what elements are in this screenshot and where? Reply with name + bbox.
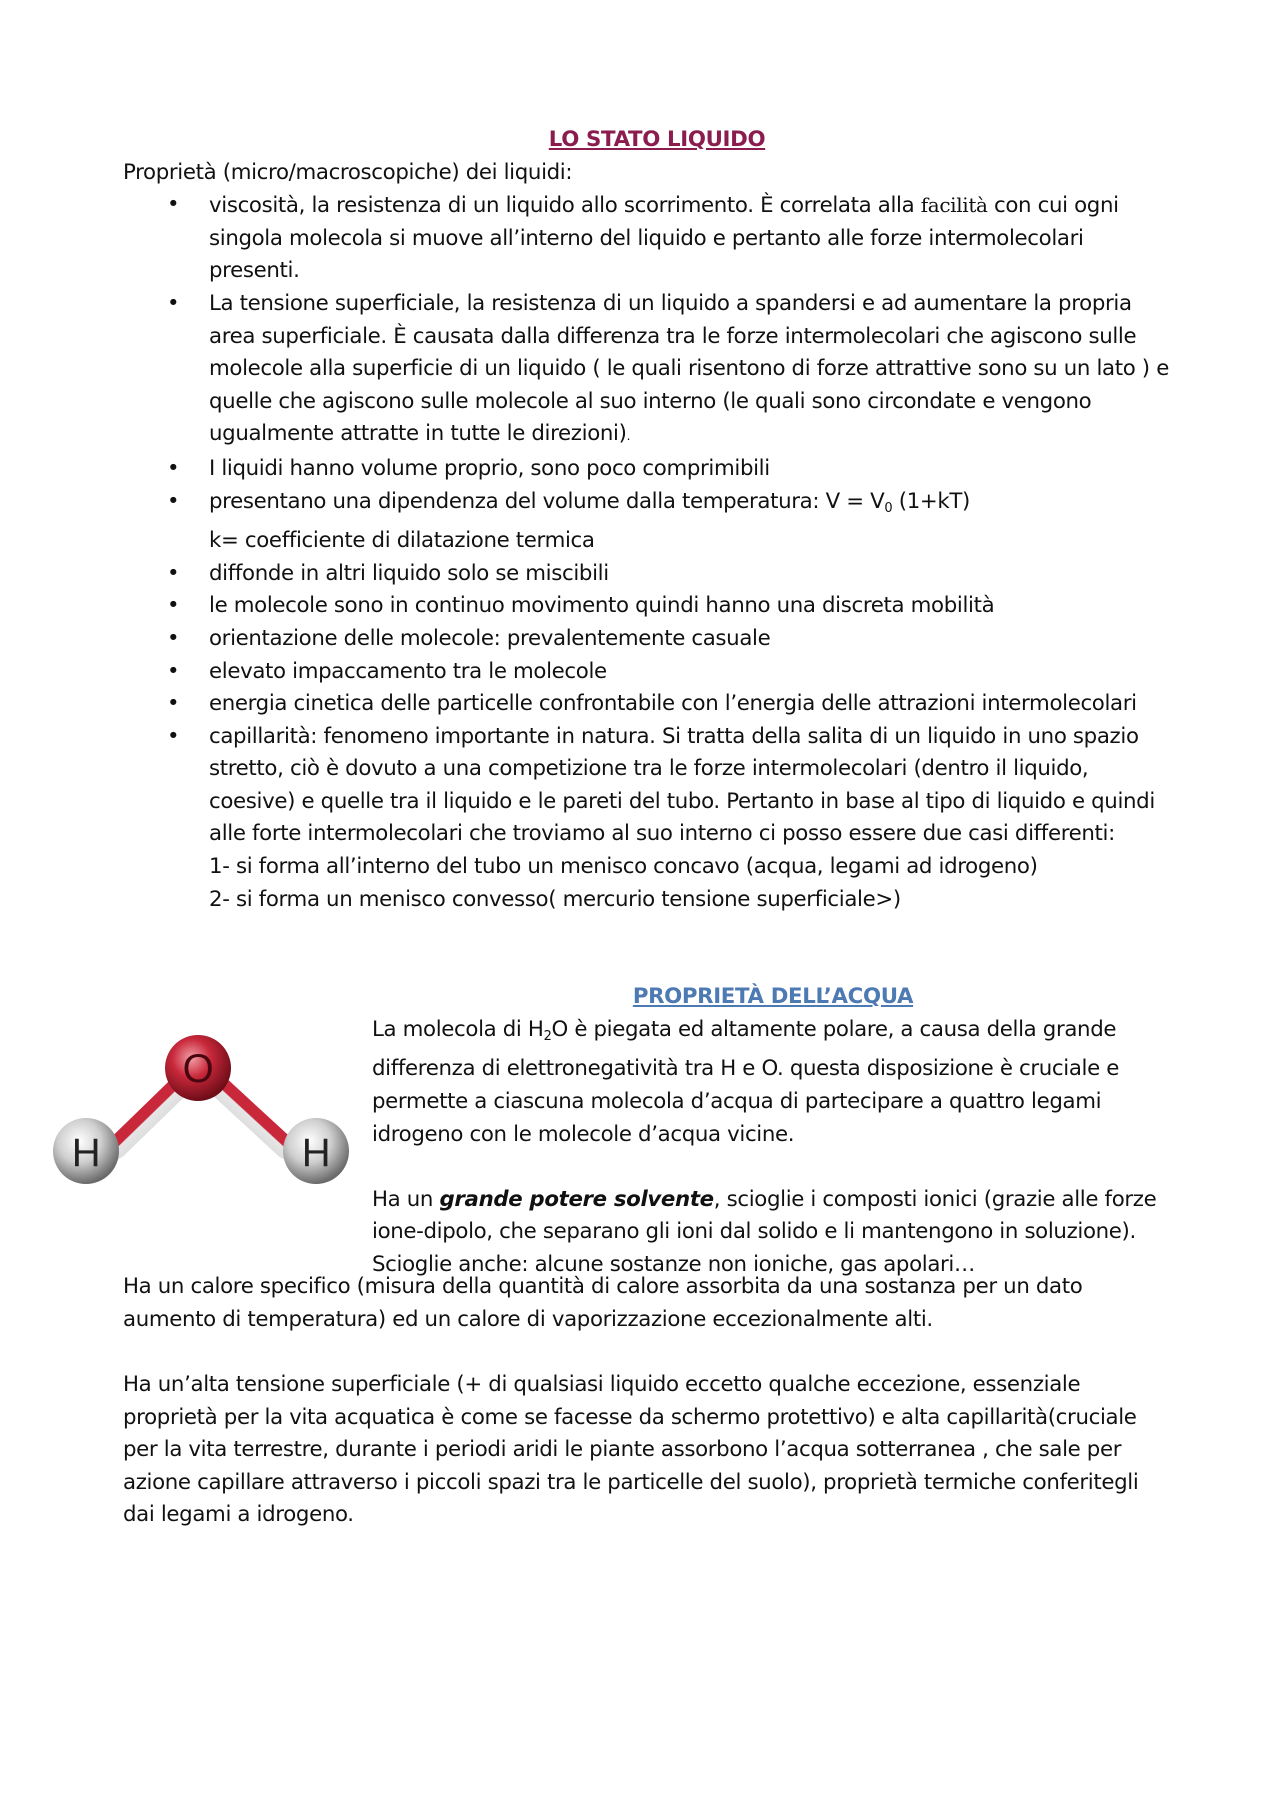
water-text xyxy=(372,1014,1182,1282)
atom-label-h-right: H xyxy=(301,1131,331,1176)
bullet-icon: • xyxy=(167,488,180,514)
list-item: • diffonde in altri liquido solo se miscibili xyxy=(123,558,1173,591)
list-item: • le molecole sono in continuo movimento quindi hanno una discreta mobilità xyxy=(123,590,1173,623)
atom-label-o: O xyxy=(182,1047,214,1092)
bullet-icon: • xyxy=(167,560,180,586)
paragraph-specific-heat: Ha un calore specifico (misura della quantità di calore assorbita da una sostanza per un dato aumento di temperatura) ed un calore di vaporizzazione eccezionalmente alti. xyxy=(123,1274,1083,1332)
list-item: • orientazione delle molecole: prevalentemente casuale xyxy=(123,623,1173,656)
water-paragraph-1: La molecola di $H_2O$ è piegata ed altamente polare, a causa della grande differenza di elettronegatività tra H e O. questa disposizione è cruciale e permette a ciascuna molecola d’acqua di partecipare a quattro legami idrogeno con le molecole d’acqua vicine. xyxy=(372,1016,1120,1147)
water-section xyxy=(71,981,1173,1277)
bullet-icon: • xyxy=(167,691,180,717)
list-item: • I liquidi hanno volume proprio, sono poco comprimibili xyxy=(123,453,1173,486)
list-item: • energia cinetica delle particelle confrontabile con l’energia delle attrazioni intermolecolari xyxy=(123,688,1173,721)
water-paragraph-2: Ha un grande potere solvente, scioglie i composti ionici (grazie alle forze ione-dipolo, che separano gli ioni dal solido e li mantengono in soluzione). Scioglie anche: alcune sostanze non ioniche, gas apolari… xyxy=(372,1186,1157,1277)
bullet-icon: • xyxy=(167,192,180,218)
bullet-icon: • xyxy=(167,290,180,316)
section-title: PROPRIETÀ DELL’ACQUA xyxy=(632,984,914,1010)
document-content xyxy=(71,124,1173,1532)
list-item: • capillarità: fenomeno importante in natura. Si tratta della salita di un liquido in uno spazio stretto, ciò è dovuto a una competizione tra le forze intermolecolari (dentro il liquido, coesive) e quelle tra il liquido e le pareti del tubo. Pertanto in base al tipo di liquido e quindi alle forte intermolecolari che troviamo al suo interno ci posso essere due casi differenti: 1- si forma all’interno del tubo un menisco concavo (acqua, legami ad idrogeno) 2- si forma un menisco convesso( mercurio tensione superficiale>) xyxy=(123,721,1173,917)
bullet-icon: • xyxy=(167,625,180,651)
list-item: • viscosità, la resistenza di un liquido allo scorrimento. È correlata alla facilità con cui ogni singola molecola si muove all’interno del liquido e pertanto alle forze intermolecolari presenti. xyxy=(123,189,1173,288)
list-item: • presentano una dipendenza del volume dalla temperatura: $V = V_0$ (1+kT) k= coefficiente di dilatazione termica xyxy=(123,486,1173,558)
list-item: • elevato impaccamento tra le molecole xyxy=(123,656,1173,689)
properties-list xyxy=(123,189,1173,916)
paragraph-surface-tension: Ha un’alta tensione superficiale (+ di qualsiasi liquido eccetto qualche eccezione, essenziale proprietà per la vita acquatica è come se facesse da schermo protettivo) e alta capillarità(cruciale per la vita terrestre, durante i periodi aridi le piante assorbono l’acqua sotterranea , che sale per azione capillare attraverso i piccoli spazi tra le particelle del suolo), proprietà termiche conferitegli dai legami a idrogeno. xyxy=(123,1372,1139,1528)
bullet-icon: • xyxy=(167,455,180,481)
bullet-icon: • xyxy=(167,723,180,749)
bullet-icon: • xyxy=(167,593,180,619)
bullet-icon: • xyxy=(167,658,180,684)
atom-label-h-left: H xyxy=(71,1131,101,1176)
list-item: • La tensione superficiale, la resistenza di un liquido a spandersi e ad aumentare la propria area superficiale. È causata dalla differenza tra le forze intermolecolari che agiscono sulle molecole alla superficie di un liquido ( le quali risentono di forze attrattive sono su un lato ) e quelle che agiscono sulle molecole al suo interno (le quali sono circondate e vengono ugualmente attratte in tutte le direzioni). xyxy=(123,288,1173,453)
page-title: LO STATO LIQUIDO xyxy=(548,127,766,152)
water-molecule-icon xyxy=(48,1026,358,1226)
intro-text: Proprietà (micro/macroscopiche) dei liquidi: xyxy=(123,159,573,185)
